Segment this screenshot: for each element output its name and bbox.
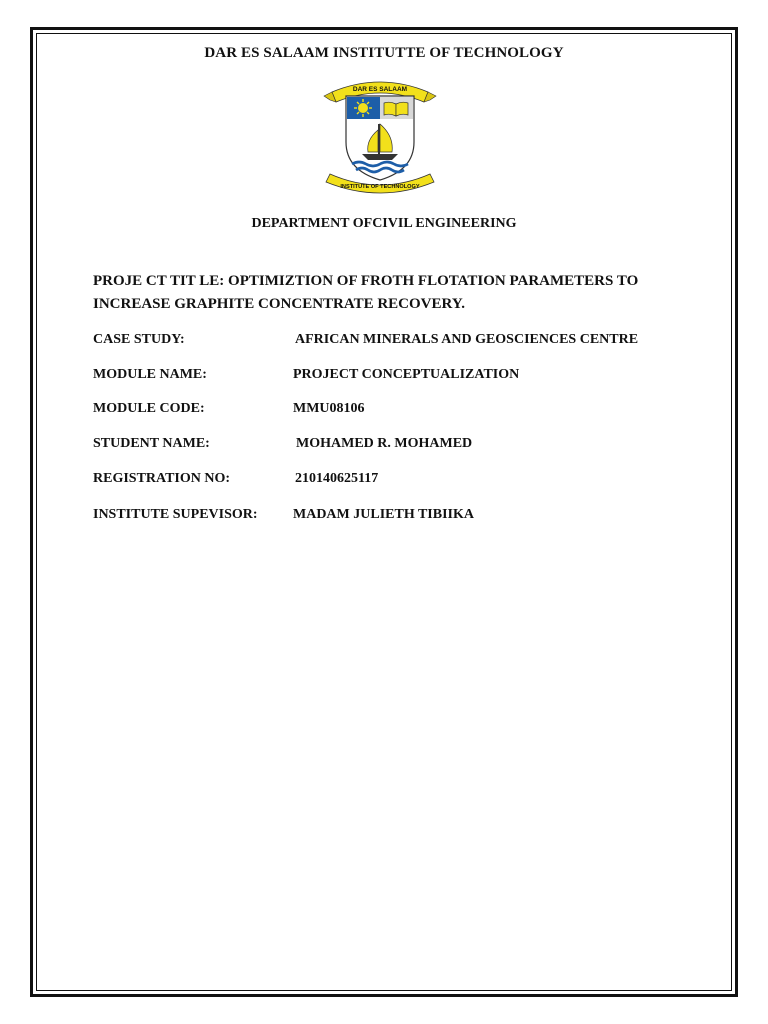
detail-value: MADAM JULIETH TIBIIKA xyxy=(293,507,474,522)
project-title-block xyxy=(93,270,713,316)
detail-value: MMU08106 xyxy=(293,401,365,416)
institute-logo xyxy=(320,74,440,198)
book-icon xyxy=(384,102,408,116)
detail-label: CASE STUDY: xyxy=(93,332,185,347)
detail-label: MODULE CODE: xyxy=(93,401,205,416)
project-title-line-1 xyxy=(93,270,713,293)
detail-label: STUDENT NAME: xyxy=(93,436,210,451)
top-ribbon-text: DAR ES SALAAM xyxy=(352,86,408,93)
detail-value: AFRICAN MINERALS AND GEOSCIENCES CENTRE xyxy=(295,332,639,347)
bottom-ribbon-text: INSTITUTE OF TECHNOLOGY xyxy=(340,184,420,190)
department-title: DEPARTMENT OFCIVIL ENGINEERING xyxy=(251,216,517,231)
detail-value: PROJECT CONCEPTUALIZATION xyxy=(293,367,520,382)
institute-title: DAR ES SALAAM INSTITUTTE OF TECHNOLOGY xyxy=(204,45,564,61)
detail-value: 210140625117 xyxy=(295,471,379,486)
project-title-label: PROJE CT TIT LE: xyxy=(93,273,225,289)
detail-label: INSTITUTE SUPEVISOR: xyxy=(93,507,258,522)
detail-label: MODULE NAME: xyxy=(93,367,207,382)
detail-label: REGISTRATION NO: xyxy=(93,471,231,486)
detail-value: MOHAMED R. MOHAMED xyxy=(296,436,473,451)
project-title-text-1: OPTIMIZTION OF FROTH FLOTATION PARAMETERS TO xyxy=(228,273,639,289)
project-title-line-2: INCREASE GRAPHITE CONCENTRATE RECOVERY. xyxy=(93,296,466,312)
